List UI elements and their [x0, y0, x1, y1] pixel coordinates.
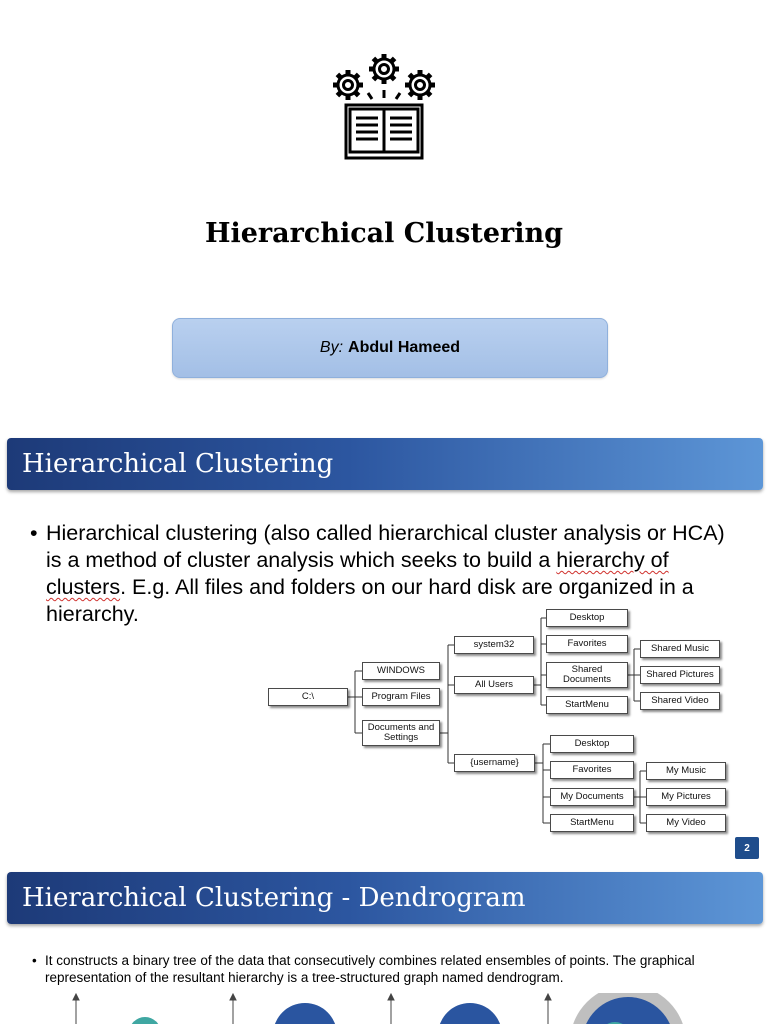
tree-node-user-favorites: Favorites — [550, 761, 634, 779]
slide-banner: Hierarchical Clustering — [7, 438, 763, 490]
tree-node-username: {username} — [454, 754, 535, 772]
tree-node-documents-and-settings: Documents and Settings — [362, 720, 440, 746]
tree-node-shared-video: Shared Video — [640, 692, 720, 710]
gears-book-icon — [328, 48, 440, 162]
tree-node-my-pictures: My Pictures — [646, 788, 726, 806]
author-box — [172, 318, 608, 378]
tree-node-all-users-favorites: Favorites — [546, 635, 628, 653]
tree-node-user-desktop: Desktop — [550, 735, 634, 753]
text-part-1: Hierarchical clustering (also called hierarchical cluster analysis or HCA) is a method of cluster analysis which seeks to build a — [46, 521, 725, 572]
tree-node-shared-documents: Shared Documents — [546, 662, 628, 688]
bullet-paragraph — [32, 952, 722, 986]
slide-banner: Hierarchical Clustering - Dendrogram — [7, 872, 763, 924]
bullet-marker: • — [32, 953, 37, 968]
content-slide-hierarchy — [0, 420, 768, 865]
tree-node-my-video: My Video — [646, 814, 726, 832]
page-number-badge: 2 — [735, 837, 759, 859]
tree-node-shared-pictures: Shared Pictures — [640, 666, 720, 684]
spellcheck-underlined-text: hierarchy of clusters — [46, 548, 669, 599]
folder-hierarchy-diagram — [262, 606, 738, 842]
tree-node-root: C:\ — [268, 688, 348, 706]
tree-node-all-users-desktop: Desktop — [546, 609, 628, 627]
tree-node-my-music: My Music — [646, 762, 726, 780]
bullet-marker: • — [30, 521, 38, 545]
slide-title: Hierarchical Clustering — [204, 218, 564, 249]
tree-node-shared-music: Shared Music — [640, 640, 720, 658]
bullet-body: It constructs a binary tree of the data that consecutively combines related ensembles of points. The graphical representation of the resultant hierarchy is a tree-structured graph named dendrogram. — [45, 953, 695, 985]
tree-node-all-users-startmenu: StartMenu — [546, 696, 628, 714]
tree-node-system32: system32 — [454, 636, 534, 654]
dendrogram-illustration — [0, 993, 768, 1024]
content-slide-dendrogram — [0, 865, 768, 1024]
author-prefix: By: — [319, 339, 344, 356]
author-name: Abdul Hameed — [348, 339, 461, 356]
title-slide — [0, 0, 768, 420]
tree-node-windows: WINDOWS — [362, 662, 440, 680]
tree-node-user-startmenu: StartMenu — [550, 814, 634, 832]
text-part-2: . E.g. All files and folders on our hard disk are organized in a hierarchy. — [46, 575, 694, 626]
tree-node-program-files: Program Files — [362, 688, 440, 706]
tree-node-my-documents: My Documents — [550, 788, 634, 806]
tree-node-all-users: All Users — [454, 676, 534, 694]
